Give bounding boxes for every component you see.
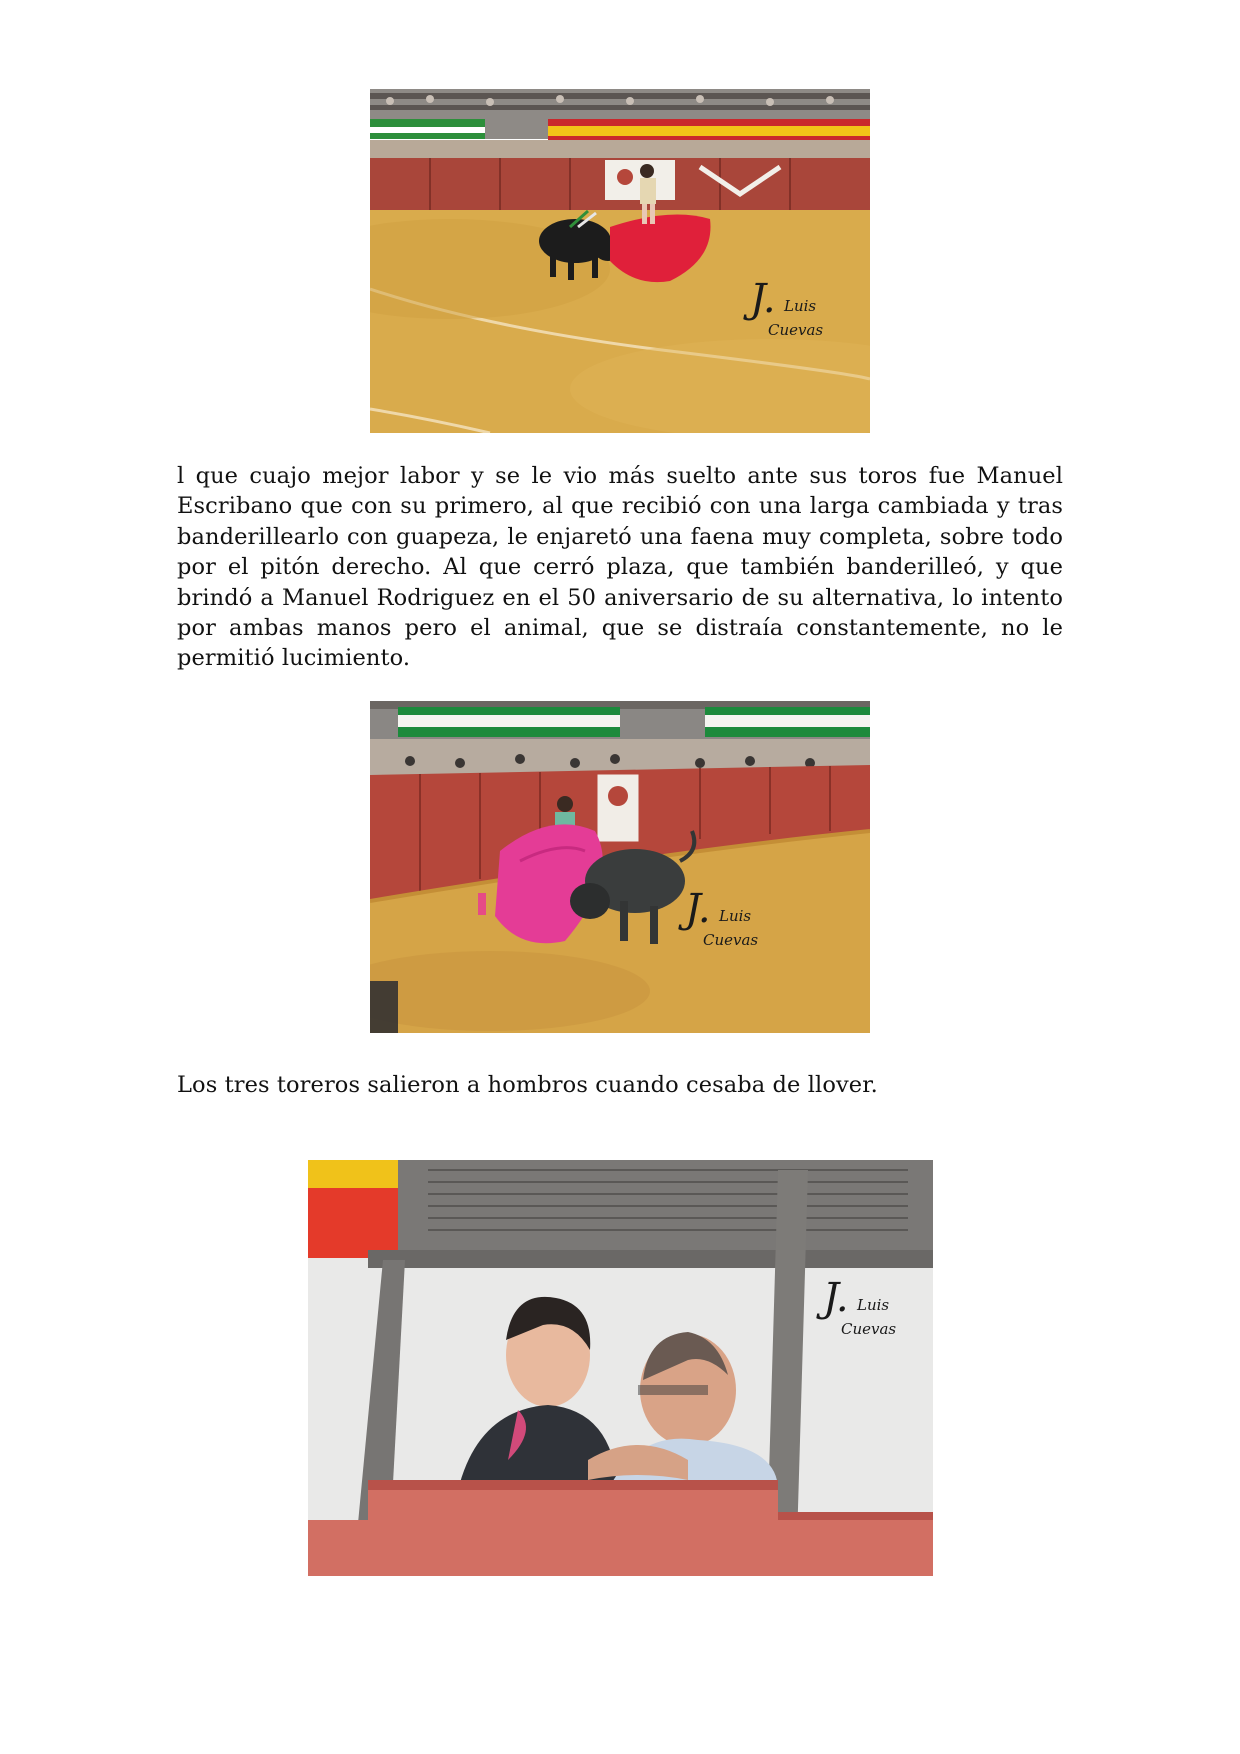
watermark-initial: J. (685, 886, 711, 932)
photo-muleta-pass-image (370, 89, 870, 433)
watermark-first-name: Luis (719, 907, 752, 925)
photo-burladero-image (308, 1160, 933, 1576)
watermark-initial: J. (823, 1275, 849, 1321)
watermark-initial: J. (750, 276, 776, 322)
body-paragraph: l que cuajo mejor labor y se le vio más suelto ante sus toros fue Manuel Escribano que con su primero, al que recibió con una larga cambiada y tras banderillearlo con guapeza, le enjaretó una faena muy completa, sobre todo por el pitón derecho. Al que cerró plaza, que también banderilleó, y que brindó a Manuel Rodriguez en el 50 aniversario de su alternativa, lo intento por ambas manos pero el animal, que se distraía constantemente, no le permitió lucimiento. (177, 463, 1063, 672)
photo-capote-pass-image (370, 701, 870, 1033)
watermark-last-name: Cuevas (841, 1320, 897, 1338)
closing-paragraph: Los tres toreros salieron a hombros cuando cesaba de llover. (177, 1072, 878, 1098)
photo-watermark (823, 1275, 923, 1348)
watermark-last-name: Cuevas (703, 931, 759, 949)
photo-watermark (685, 886, 785, 959)
photo-watermark (750, 276, 850, 349)
watermark-last-name: Cuevas (768, 321, 824, 339)
photo-burladero (308, 1160, 933, 1576)
photo-capote-pass (370, 701, 870, 1033)
watermark-first-name: Luis (784, 297, 817, 315)
photo-muleta-pass (370, 89, 870, 433)
watermark-first-name: Luis (857, 1296, 890, 1314)
